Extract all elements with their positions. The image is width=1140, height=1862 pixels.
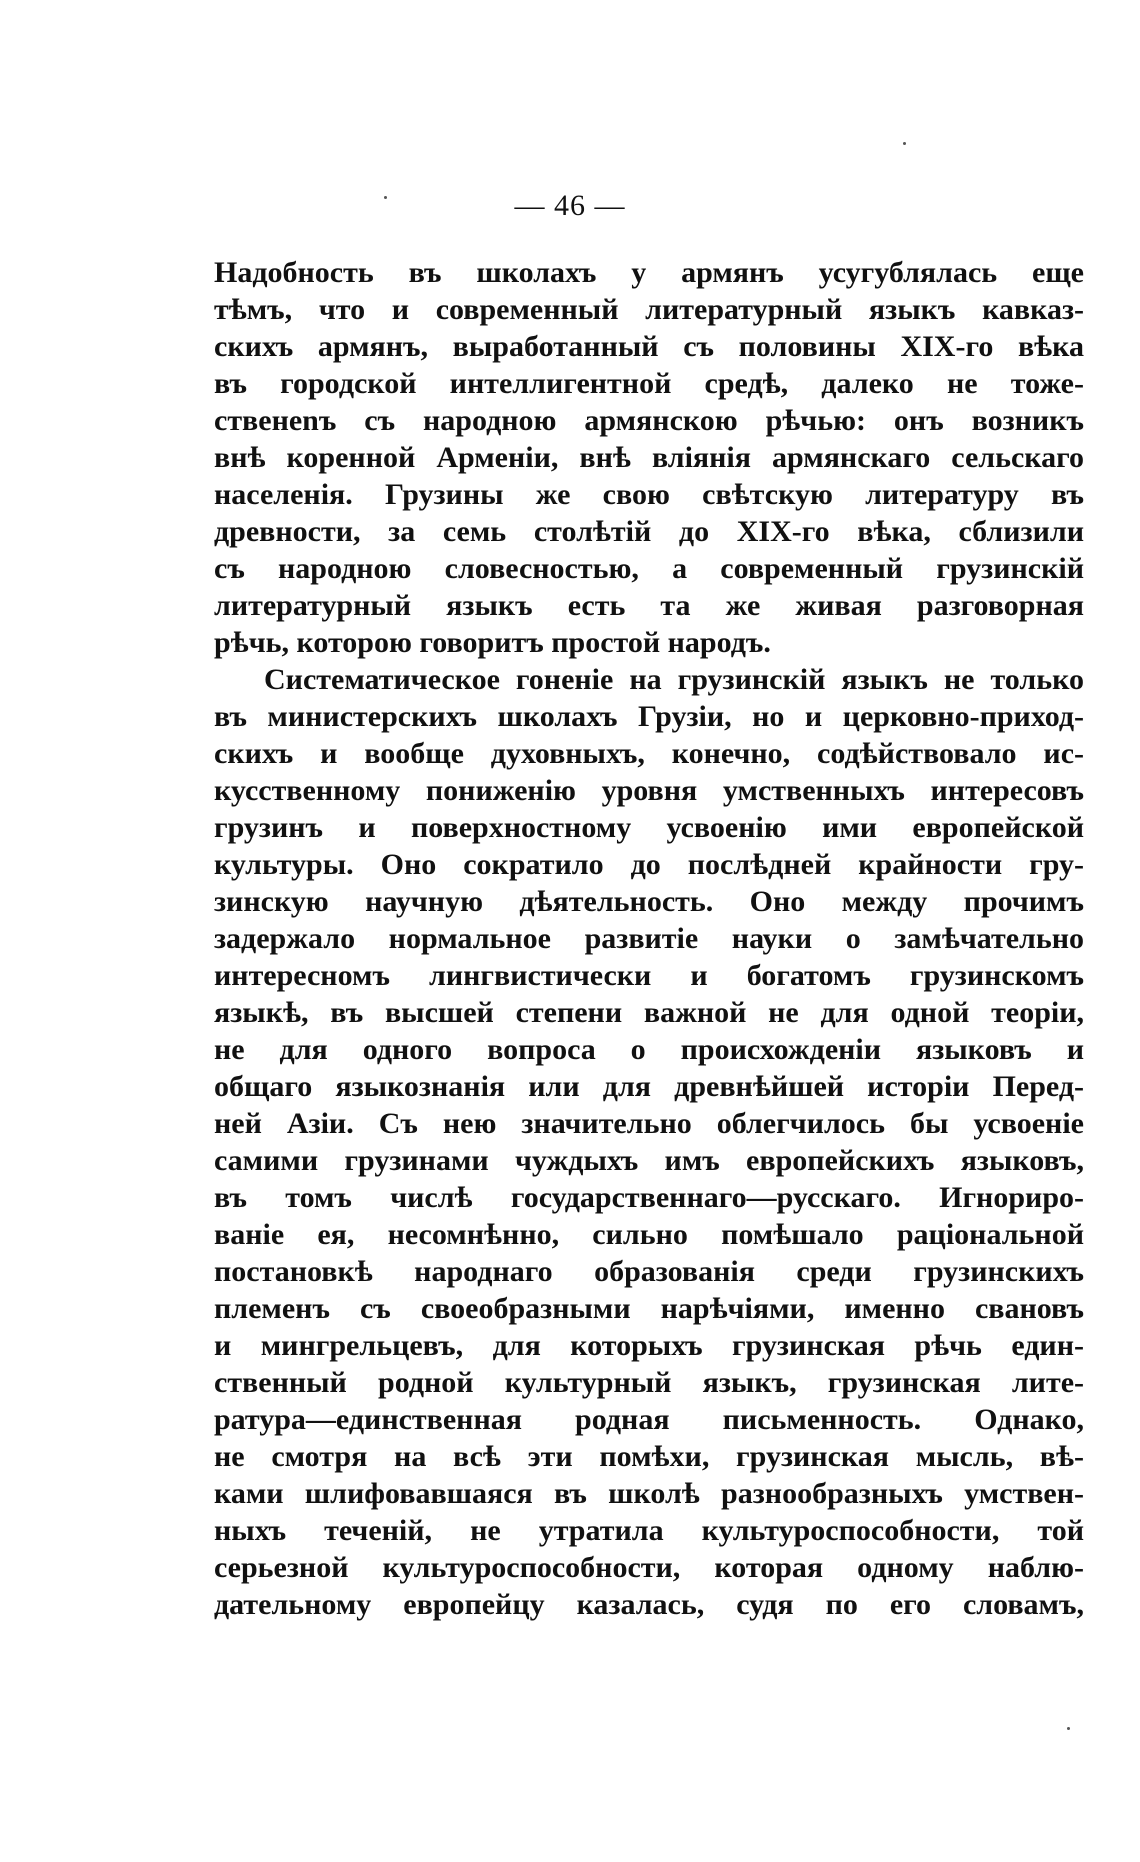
text-line: тѣмъ, что и современный литературный языкъ кавказ-	[214, 293, 1084, 326]
text-line: внѣ коренной Арменіи, внѣ вліянія армянскаго сельскаго	[214, 441, 1084, 474]
text-line: не смотря на всѣ эти помѣхи, грузинская мысль, вѣ-	[214, 1440, 1084, 1473]
text-line: задержало нормальное развитіе науки о замѣчательно	[214, 922, 1084, 955]
text-line: племенъ съ своеобразными нарѣчіями, именно свановъ	[214, 1292, 1084, 1325]
text-line: языкѣ, въ высшей степени важной не для одной теоріи,	[214, 996, 1084, 1029]
text-line: древности, за семь столѣтій до XIX-го вѣка, сблизили	[214, 515, 1084, 548]
text-line: интересномъ лингвистически и богатомъ грузинскомъ	[214, 959, 1084, 992]
text-line: Систематическое гоненіе на грузинскій языкъ не только	[264, 663, 1084, 696]
text-line: ваніе ея, несомнѣнно, сильно помѣшало раціональной	[214, 1218, 1084, 1251]
text-line: самими грузинами чуждыхъ имъ европейскихъ языковъ,	[214, 1144, 1084, 1177]
text-line: скихъ армянъ, выработанный съ половины XIX-го вѣка	[214, 330, 1084, 363]
text-line: постановкѣ народнаго образованія среди грузинскихъ	[214, 1255, 1084, 1288]
body-text	[214, 254, 1084, 1623]
text-line: ственный родной культурный языкъ, грузинская лите-	[214, 1366, 1084, 1399]
scan-speck	[384, 196, 387, 199]
text-line: дательному европейцу казалась, судя по его словамъ,	[214, 1588, 1084, 1621]
text-line: ратура—единственная родная письменность. Однако,	[214, 1403, 1084, 1436]
text-line: грузинъ и поверхностному усвоенію ими европейской	[214, 811, 1084, 844]
text-line: ками шлифовавшаяся въ школѣ разнообразныхъ умствен-	[214, 1477, 1084, 1510]
text-line: населенія. Грузины же свою свѣтскую литературу въ	[214, 478, 1084, 511]
text-line: ней Азіи. Съ нею значительно облегчилось бы усвоеніе	[214, 1107, 1084, 1140]
text-line: кусственному пониженію уровня умственныхъ интересовъ	[214, 774, 1084, 807]
text-line: серьезной культуроспособности, которая одному наблю-	[214, 1551, 1084, 1584]
text-line: въ министерскихъ школахъ Грузіи, но и церковно-приход-	[214, 700, 1084, 733]
text-line: Надобность въ школахъ у армянъ усугублялась еще	[214, 256, 1084, 289]
text-line: и мингрельцевъ, для которыхъ грузинская рѣчь един-	[214, 1329, 1084, 1362]
scan-speck	[903, 142, 906, 145]
text-line: въ городской интеллигентной средѣ, далеко не тоже-	[214, 367, 1084, 400]
text-line: общаго языкознанія или для древнѣйшей исторіи Перед-	[214, 1070, 1084, 1103]
page-number: — 46 —	[514, 189, 626, 222]
text-line: ныхъ теченій, не утратила культуроспособности, той	[214, 1514, 1084, 1547]
text-line: не для одного вопроса о происхожденіи языковъ и	[214, 1033, 1084, 1066]
text-line: рѣчь, которою говоритъ простой народъ.	[214, 626, 771, 659]
text-line: ственenъ съ народною армянскою рѣчью: онъ возникъ	[214, 404, 1084, 437]
text-line: литературный языкъ есть та же живая разговорная	[214, 589, 1084, 622]
text-line: въ томъ числѣ государственнаго—русскаго. Игнориро-	[214, 1181, 1084, 1214]
text-line: съ народною словесностью, а современный грузинскій	[214, 552, 1084, 585]
text-line: скихъ и вообще духовныхъ, конечно, содѣйствовало ис-	[214, 737, 1084, 770]
text-line: зинскую научную дѣятельность. Оно между прочимъ	[214, 885, 1084, 918]
text-line: культуры. Оно сократило до послѣдней крайности гру-	[214, 848, 1084, 881]
scan-speck	[1067, 1727, 1070, 1730]
